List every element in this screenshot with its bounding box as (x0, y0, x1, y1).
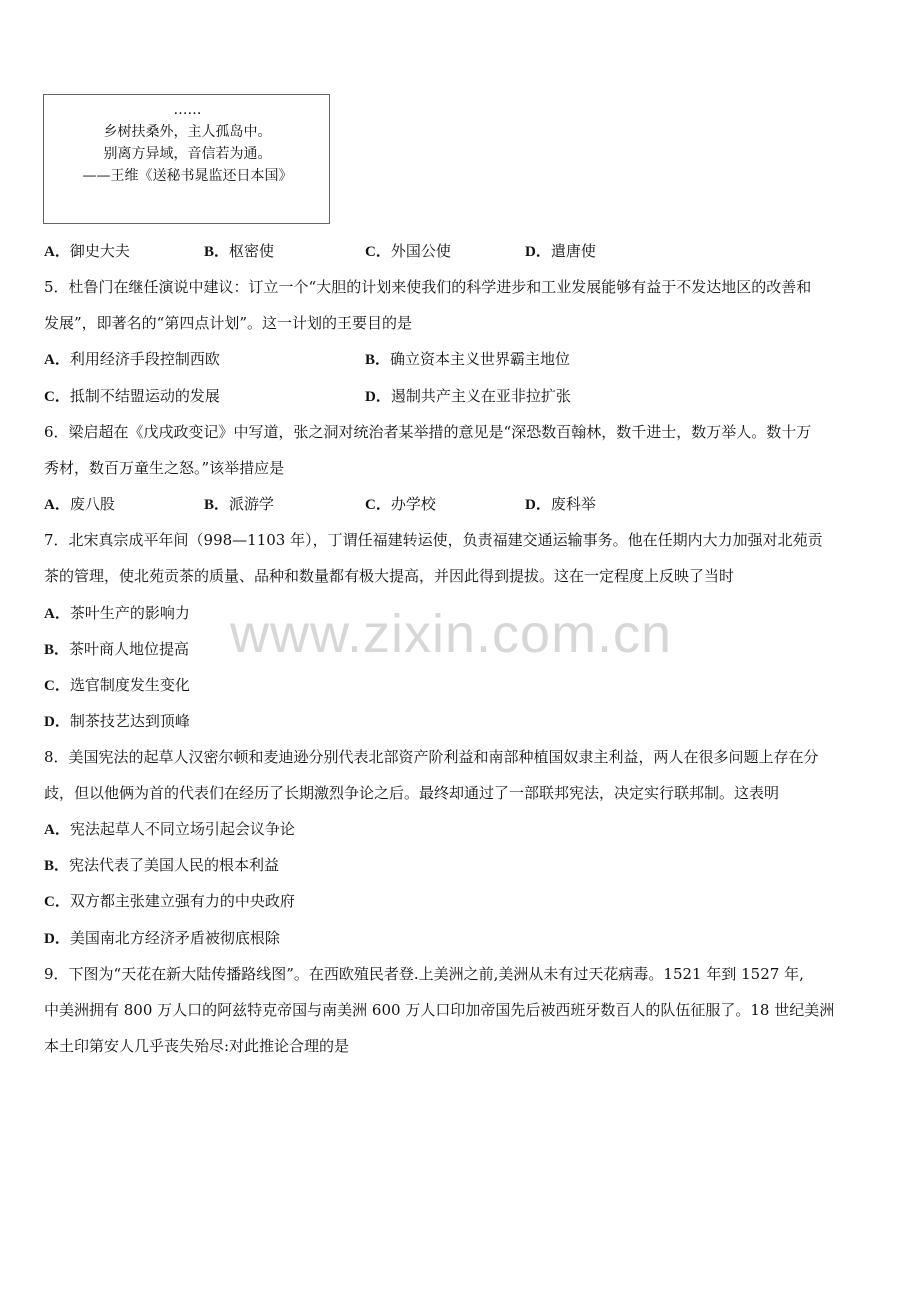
q8-option-b: B．宪法代表了美国人民的根本利益 (44, 856, 280, 874)
q6-option-d: D．废科举 (525, 495, 596, 513)
q7-stem-line-2: 茶的管理，使北苑贡茶的质量、品种和数量都有极大提高，并因此得到提拔。这在一定程度上反映了当时 (44, 567, 735, 585)
q6-option-b: B．派游学 (204, 495, 275, 513)
watermark: www.zixin.com.cn (230, 604, 673, 664)
q5-option-a: A．利用经济手段控制西欧 (44, 350, 220, 368)
poem-source: ——王维《送秘书晁监还日本国》 (82, 168, 293, 184)
q4-option-b: B．枢密使 (204, 242, 275, 260)
q7-option-b: B．茶叶商人地位提高 (44, 640, 190, 658)
q8-option-c: C．双方都主张建立强有力的中央政府 (44, 892, 295, 910)
q8-stem-line-2: 歧，但以他俩为首的代表们在经历了长期激烈争论之后。最终却通过了一部联邦宪法，决定实行联邦制。这表明 (44, 784, 780, 802)
q5-option-c: C．抵制不结盟运动的发展 (44, 387, 220, 405)
poem-line-2: 别离方异域，音信若为通。 (103, 146, 272, 162)
q7-option-c: C．选官制度发生变化 (44, 676, 190, 694)
q7-option-d: D．制茶技艺达到顶峰 (44, 712, 190, 730)
q6-stem-line-2: 秀材，数百万童生之怒。”该举措应是 (44, 459, 285, 477)
q9-stem-line-1: 9．下图为“天花在新大陆传播路线图”。在西欧殖民者登.上美洲之前,美洲从未有过天花病毒。1521 年到 1527 年, (44, 965, 804, 983)
q5-stem-line-1: 5．杜鲁门在继任演说中建议：订立一个“大胆的计划来使我们的科学进步和工业发展能够有益于不发达地区的改善和 (44, 278, 812, 296)
q9-stem-line-2: 中美洲拥有 800 万人口的阿兹特克帝国与南美洲 600 万人口印加帝国先后被西班牙数百人的队伍征服了。18 世纪美洲 (44, 1001, 835, 1019)
q4-option-d: D．遣唐使 (525, 242, 596, 260)
q5-stem-line-2: 发展”，即著名的“第四点计划”。这一计划的王要目的是 (44, 314, 413, 332)
poem-line-1: 乡树扶桑外，主人孤岛中。 (103, 124, 272, 140)
q5-option-d: D．遏制共产主义在亚非拉扩张 (365, 387, 571, 405)
poem-ellipsis: …… (173, 102, 202, 118)
q4-option-a: A．御史大夫 (44, 242, 130, 260)
q6-option-a: A．废八股 (44, 495, 115, 513)
q8-option-a: A．宪法起草人不同立场引起会议争论 (44, 820, 295, 838)
poem-box (43, 94, 330, 224)
q6-option-c: C．办学校 (365, 495, 436, 513)
q6-stem-line-1: 6．梁启超在《戊戌政变记》中写道，张之洞对统治者某举措的意见是“深恐数百翰林，数千进士，数万举人。数十万 (44, 423, 812, 441)
q5-option-b: B．确立资本主义世界霸主地位 (365, 350, 571, 368)
q9-stem-line-3: 本土印第安人几乎丧失殆尽:对此推论合理的是 (44, 1037, 350, 1055)
q8-stem-line-1: 8．美国宪法的起草人汉密尔顿和麦迪逊分别代表北部资产阶利益和南部种植国奴隶主利益，两人在很多问题上存在分 (44, 748, 819, 766)
q7-option-a: A．茶叶生产的影响力 (44, 604, 190, 622)
q8-option-d: D．美国南北方经济矛盾被彻底根除 (44, 929, 280, 947)
q7-stem-line-1: 7．北宋真宗成平年间（998—1103 年），丁谓任福建转运使，负责福建交通运输事务。他在任期内大力加强对北苑贡 (44, 531, 823, 549)
q4-option-c: C．外国公使 (365, 242, 451, 260)
